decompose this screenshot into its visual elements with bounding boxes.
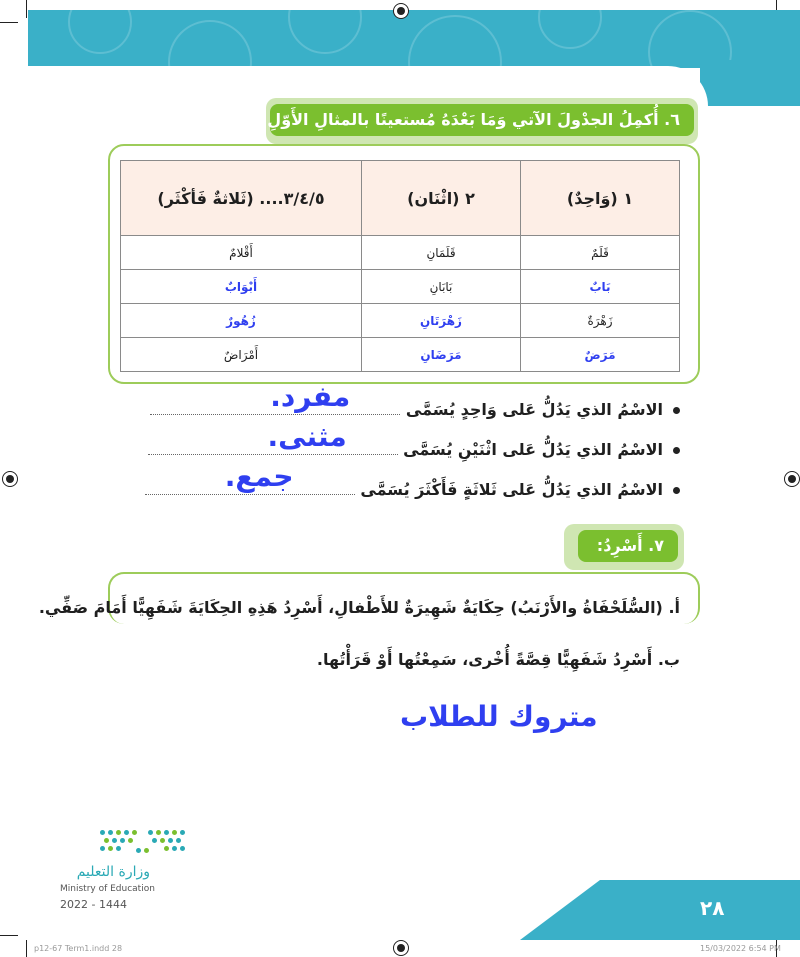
- table-cell: قَلَمَانِ: [362, 236, 521, 270]
- header-band: [28, 10, 800, 68]
- q6-heading: ٦. أُكمِلُ الجدْولَ الآتي وَمَا بَعْدَهُ مُستعينًا بالمثالِ الأَوّلِ:: [270, 104, 694, 136]
- header-singular: ١ (وَاحِدٌ): [521, 161, 680, 236]
- registration-mark: [393, 940, 409, 956]
- answer-line: [148, 420, 398, 455]
- registration-mark: [2, 471, 18, 487]
- answer-line: [150, 380, 400, 415]
- bullet-text: الاسْمُ الذي يَدُلُّ عَلى وَاحِدٍ يُسَمَّى: [405, 400, 663, 419]
- print-slug-right: 15/03/2022 6:54 PM: [700, 944, 781, 953]
- table-cell: زَهْرَةٌ: [521, 304, 680, 338]
- bullet-item: [145, 460, 680, 499]
- handwritten-answer: مثنى.: [267, 420, 347, 453]
- ministry-logo-icon: [100, 824, 190, 858]
- crop-mark: [26, 940, 27, 957]
- table-cell: أَقْلامٌ: [121, 236, 362, 270]
- header-dual: ٢ (اثْنَان): [362, 161, 521, 236]
- handwritten-answer: جمع.: [224, 460, 294, 493]
- bullet-item: [148, 420, 680, 459]
- bullet-text: الاسْمُ الذي يَدُلُّ عَلى اثْنَيْنِ يُسَمَّى: [403, 440, 663, 459]
- table-cell: أَمْرَاضٌ: [121, 338, 362, 372]
- header-plural: ٣/٤/٥.... (ثَلاثةٌ فَأكْثَر): [121, 161, 362, 236]
- bullet-item: [150, 380, 680, 419]
- page-number: ٢٨: [700, 896, 725, 920]
- table-cell-handwritten: بَابٌ: [521, 270, 680, 304]
- table-cell: قَلَمٌ: [521, 236, 680, 270]
- table-row: [121, 338, 680, 372]
- print-slug-left: p12-67 Term1.indd 28: [34, 944, 123, 953]
- ministry-name-en: Ministry of Education: [60, 884, 155, 894]
- plural-table: [120, 160, 680, 372]
- table-cell-handwritten: أَبْوَابٌ: [121, 270, 362, 304]
- edition-year: 2022 - 1444: [60, 898, 127, 911]
- answer-line: [145, 460, 355, 495]
- footer-band-slope: [520, 880, 600, 940]
- ministry-name-ar: وزارة التعليم: [76, 864, 150, 880]
- table-cell-handwritten: مَرَضَانِ: [362, 338, 521, 372]
- handwritten-answer: مفرد.: [270, 380, 351, 413]
- table-cell-handwritten: زَهْرَتَانِ: [362, 304, 521, 338]
- table-row: [121, 270, 680, 304]
- task-b-text: ب. أَسْرِدُ شَفَهِيًّا قِصَّةً أُخْرى، سَمِعْتُها أَوْ قَرَأْتُها.: [316, 650, 680, 669]
- table-cell-handwritten: زُهُورٌ: [121, 304, 362, 338]
- table-row: [121, 304, 680, 338]
- q7-heading: ٧. أَسْرِدُ:: [578, 530, 678, 562]
- bullet-dot: [673, 407, 680, 414]
- bullet-dot: [673, 487, 680, 494]
- table-cell: بَابَانِ: [362, 270, 521, 304]
- crop-mark: [0, 22, 18, 23]
- table-header-row: [121, 161, 680, 236]
- task-a-text: أ. (السُّلَحْفَاةُ والأَرْنَبُ) حِكَايَةٌ شَهِيرَةٌ للأَطْفالِ، أَسْرِدُ هَذِهِ الحِكَايَةَ شَفَهِيًّا أَمَامَ صَفِّي.: [38, 598, 680, 617]
- bullet-text: الاسْمُ الذي يَدُلُّ عَلى ثَلاثَةٍ فَأَكْثَرَ يُسَمَّى: [360, 480, 663, 499]
- table-row: [121, 236, 680, 270]
- crop-mark: [26, 0, 27, 18]
- header-right-block: [700, 60, 800, 106]
- handwritten-note: متروك للطلاب: [400, 700, 598, 733]
- bullet-dot: [673, 447, 680, 454]
- registration-mark: [784, 471, 800, 487]
- table-cell-handwritten: مَرَضٌ: [521, 338, 680, 372]
- crop-mark: [0, 935, 18, 936]
- registration-mark: [393, 3, 409, 19]
